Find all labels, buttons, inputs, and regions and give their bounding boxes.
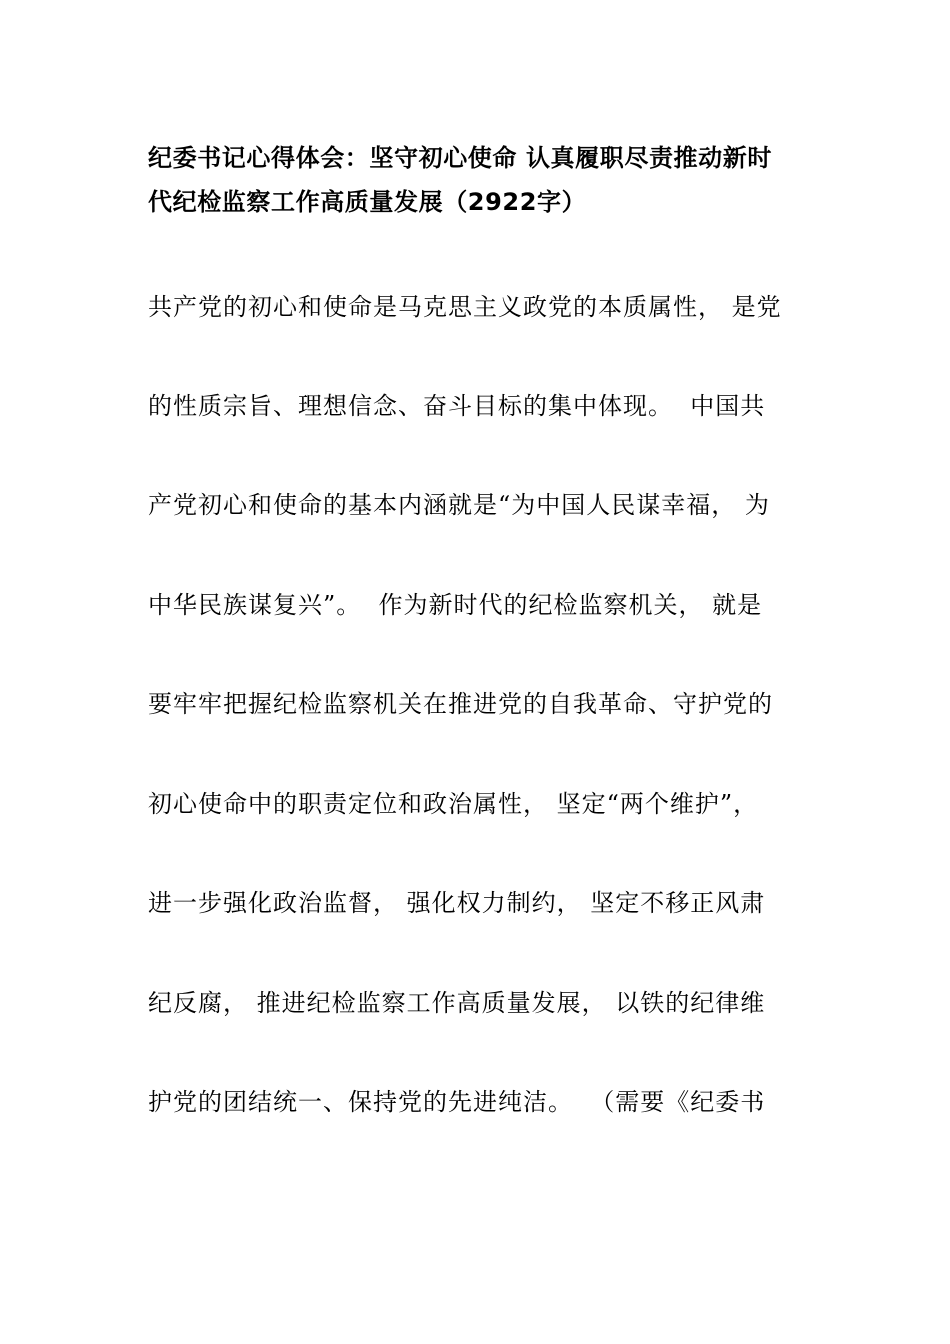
body-line-7: 进一步强化政治监督， 强化权力制约， 坚定不移正风肃 — [148, 889, 766, 917]
body-line-4: 中华民族谋复兴”。 作为新时代的纪检监察机关， 就是 — [148, 591, 763, 619]
body-line-3: 产党初心和使命的基本内涵就是“为中国人民谋幸福， 为 — [148, 491, 770, 519]
body-line-5: 要牢牢把握纪检监察机关在推进党的自我革命、守护党的 — [148, 690, 773, 718]
body-line-9: 护党的团结统一、保持党的先进纯洁。 （需要《纪委书 — [148, 1088, 766, 1116]
body-line-2: 的性质宗旨、理想信念、奋斗目标的集中体现。 中国共 — [148, 392, 766, 420]
body-line-8: 纪反腐， 推进纪检监察工作高质量发展， 以铁的纪律维 — [148, 989, 766, 1017]
body-line-1: 共产党的初心和使命是马克思主义政党的本质属性， 是党 — [148, 293, 782, 321]
body-line-6: 初心使命中的职责定位和政治属性， 坚定“两个维护”， — [148, 790, 759, 818]
title-line-1: 纪委书记心得体会：坚守初心使命 认真履职尽责推动新时 — [148, 144, 772, 172]
title-line-2: 代纪检监察工作高质量发展（2922字） — [148, 188, 587, 216]
document-title — [148, 136, 808, 224]
